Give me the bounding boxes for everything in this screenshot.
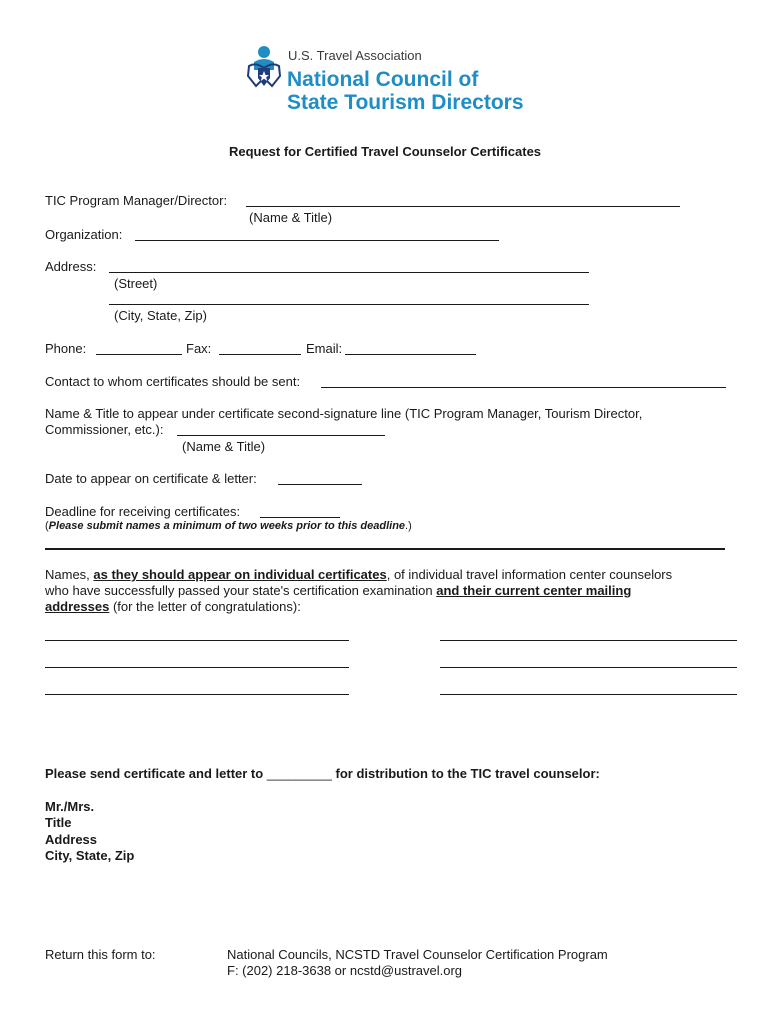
address-block-address: Address bbox=[45, 832, 98, 847]
signature-text-line1: Name & Title to appear under certificate second-signature line (TIC Program Manager, Tourism Director, bbox=[45, 406, 643, 421]
names-paragraph-line3: addresses (for the letter of congratulations): bbox=[45, 599, 301, 614]
names-paragraph-line2: who have successfully passed your state's certification examination and their current center mailing bbox=[45, 583, 632, 598]
phone-label: Phone: bbox=[45, 341, 87, 356]
address-block-salutation: Mr./Mrs. bbox=[45, 799, 95, 814]
deadline-label: Deadline for receiving certificates: bbox=[45, 504, 241, 519]
counselor-name-line[interactable] bbox=[45, 640, 349, 641]
signature-hint: (Name & Title) bbox=[182, 439, 266, 454]
fax-label: Fax: bbox=[186, 341, 212, 356]
city-hint: (City, State, Zip) bbox=[114, 308, 207, 323]
counselor-name-line[interactable] bbox=[45, 667, 349, 668]
deadline-field[interactable] bbox=[260, 517, 340, 518]
counselor-name-line[interactable] bbox=[440, 694, 737, 695]
names-paragraph-line1: Names, as they should appear on individual certificates, of individual travel information center counselors bbox=[45, 567, 673, 582]
manager-hint: (Name & Title) bbox=[249, 210, 333, 225]
manager-label: TIC Program Manager/Director: bbox=[45, 193, 228, 208]
signature-text-line2: Commissioner, etc.): bbox=[45, 422, 164, 437]
return-line2: F: (202) 218-3638 or ncstd@ustravel.org bbox=[227, 963, 463, 978]
email-field[interactable] bbox=[345, 354, 476, 355]
fax-field[interactable] bbox=[219, 354, 301, 355]
phone-field[interactable] bbox=[96, 354, 182, 355]
email-label: Email: bbox=[306, 341, 343, 356]
section-divider bbox=[45, 548, 725, 550]
address-block-city: City, State, Zip bbox=[45, 848, 135, 863]
address-label: Address: bbox=[45, 259, 97, 274]
street-hint: (Street) bbox=[114, 276, 158, 291]
logo-line2: State Tourism Directors bbox=[287, 91, 524, 114]
organization-label: Organization: bbox=[45, 227, 123, 242]
date-field[interactable] bbox=[278, 484, 362, 485]
people-pin-icon bbox=[244, 44, 284, 90]
return-line1: National Councils, NCSTD Travel Counselor Certification Program bbox=[227, 947, 608, 962]
signature-field[interactable] bbox=[177, 435, 385, 436]
contact-label: Contact to whom certificates should be sent: bbox=[45, 374, 301, 389]
logo-association: U.S. Travel Association bbox=[288, 48, 422, 63]
counselor-name-line[interactable] bbox=[45, 694, 349, 695]
logo-line1: National Council of bbox=[287, 68, 479, 91]
address-block-title: Title bbox=[45, 815, 72, 830]
return-label: Return this form to: bbox=[45, 947, 156, 962]
send-instruction: Please send certificate and letter to _________ for distribution to the TIC travel counselor: bbox=[45, 766, 600, 781]
send-blank[interactable]: _________ bbox=[266, 766, 332, 781]
date-label: Date to appear on certificate & letter: bbox=[45, 471, 257, 486]
counselor-name-line[interactable] bbox=[440, 667, 737, 668]
deadline-note: (Please submit names a minimum of two weeks prior to this deadline.) bbox=[45, 520, 412, 532]
street-field[interactable] bbox=[109, 272, 589, 273]
deadline-note-text: Please submit names a minimum of two weeks prior to this deadline bbox=[48, 520, 406, 532]
organization-field[interactable] bbox=[135, 240, 499, 241]
page-title: Request for Certified Travel Counselor Certificates bbox=[228, 144, 542, 159]
manager-field[interactable] bbox=[246, 206, 680, 207]
city-field[interactable] bbox=[109, 304, 589, 305]
contact-field[interactable] bbox=[321, 387, 726, 388]
logo bbox=[244, 44, 544, 114]
counselor-name-line[interactable] bbox=[440, 640, 737, 641]
